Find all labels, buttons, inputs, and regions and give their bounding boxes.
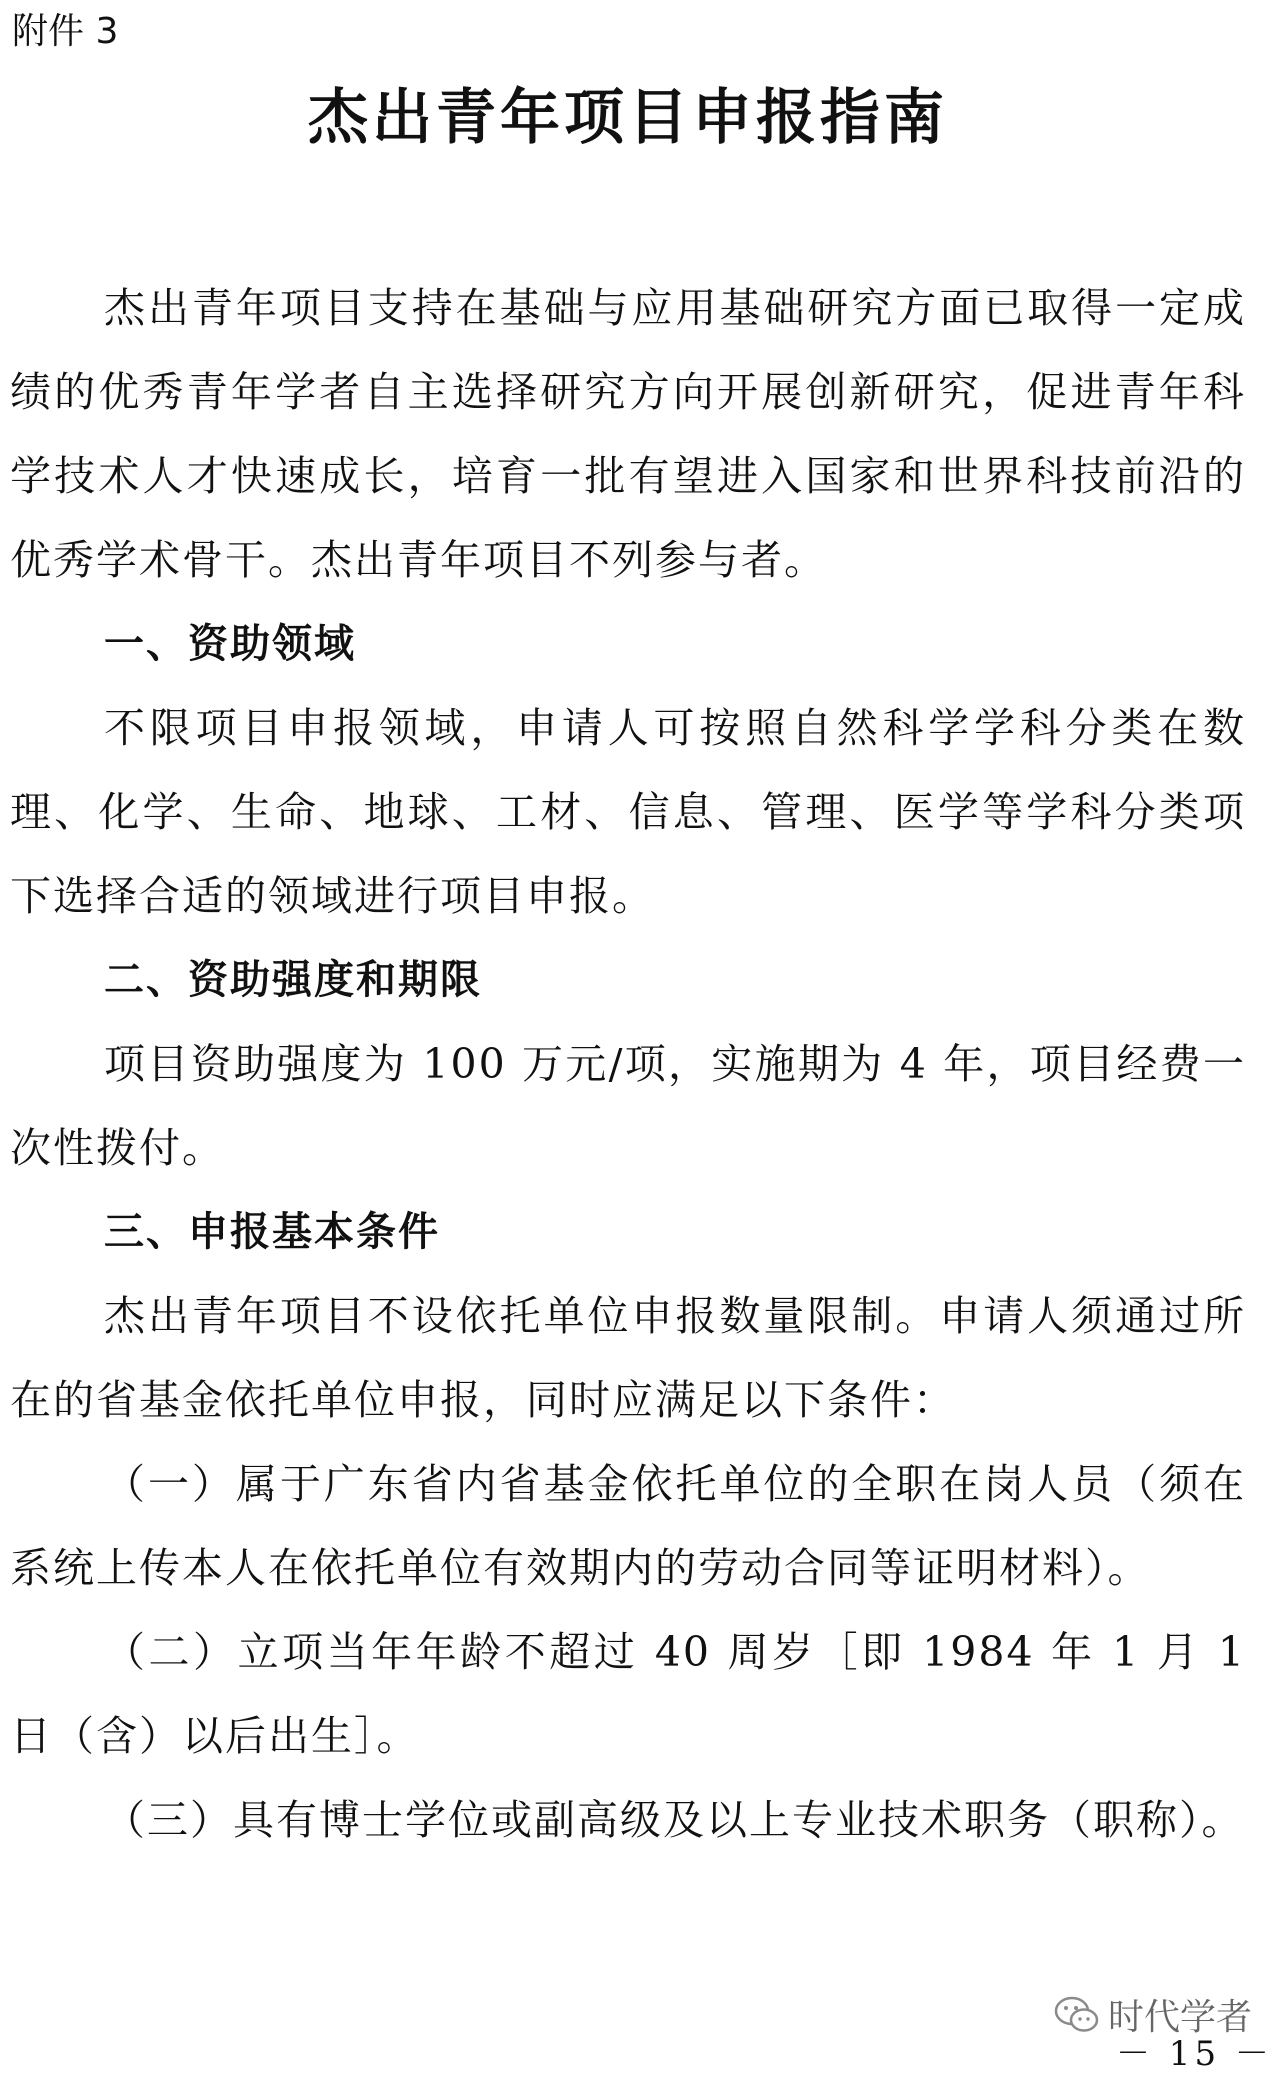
funding-amount-paragraph: 项目资助强度为 100 万元/项，实施期为 4 年，项目经费一次性拨付。 xyxy=(10,1040,1246,1172)
section-heading-funding-amount: 二、资助强度和期限 xyxy=(104,957,482,1003)
section-heading-eligibility: 三、申报基本条件 xyxy=(104,1209,440,1255)
attachment-label: 附件 3 xyxy=(12,11,119,52)
document-body xyxy=(10,266,1246,1862)
section-heading-funding-area: 一、资助领域 xyxy=(104,621,356,667)
document-title: 杰出青年项目申报指南 xyxy=(308,83,948,153)
condition-item: （一）属于广东省内省基金依托单位的全职在岗人员（须在系统上传本人在依托单位有效期内的劳动合同等证明材料）。 xyxy=(10,1460,1246,1592)
funding-area-paragraph: 不限项目申报领域，申请人可按照自然科学学科分类在数理、化学、生命、地球、工材、信息、管理、医学等学科分类项下选择合适的领域进行项目申报。 xyxy=(10,704,1246,920)
intro-paragraph: 杰出青年项目支持在基础与应用基础研究方面已取得一定成绩的优秀青年学者自主选择研究方向开展创新研究，促进青年科学技术人才快速成长，培育一批有望进入国家和世界科技前沿的优秀学术骨干。杰出青年项目不列参与者。 xyxy=(10,284,1246,584)
page-number: － 15 － xyxy=(1116,2034,1273,2074)
condition-item: （二）立项当年年龄不超过 40 周岁［即 1984 年 1 月 1 日（含）以后出生］。 xyxy=(10,1628,1246,1760)
condition-item: （三）具有博士学位或副高级及以上专业技术职务（职称）。 xyxy=(104,1796,1245,1844)
eligibility-paragraph: 杰出青年项目不设依托单位申报数量限制。申请人须通过所在的省基金依托单位申报，同时应满足以下条件： xyxy=(10,1292,1246,1424)
wechat-icon xyxy=(1054,1995,1100,2035)
watermark-text: 时代学者 xyxy=(1107,1997,1252,2038)
